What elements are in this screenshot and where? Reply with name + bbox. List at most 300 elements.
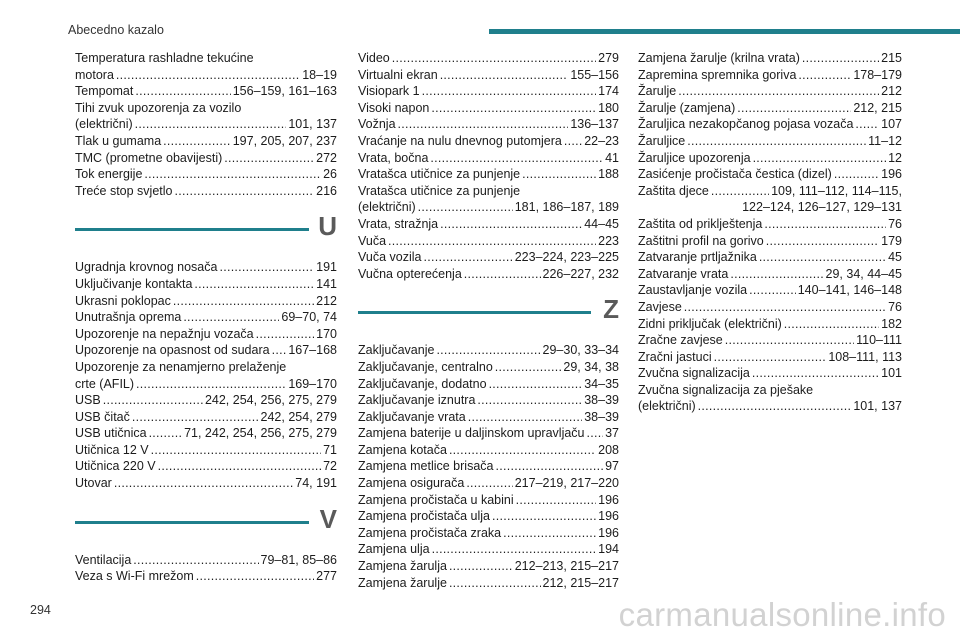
index-entry-pages: 110–111 [856, 333, 902, 348]
index-entry [75, 458, 337, 475]
index-entry-label: Zamjena baterije u daljinskom upravljaču [358, 426, 585, 441]
index-entry [358, 216, 619, 233]
index-entry-pages: 29, 34, 44–45 [825, 266, 902, 281]
dot-leader [678, 83, 879, 100]
dot-leader [183, 309, 279, 326]
index-entry-line [75, 183, 337, 200]
dot-leader [466, 475, 512, 492]
index-entry-lead: Tihi zvuk upozorenja za vozilo [75, 100, 242, 115]
index-entry-line [358, 525, 619, 542]
index-entry-pages: 37 [605, 426, 619, 441]
index-entry-line [358, 376, 619, 393]
index-entry-pages: 141 [316, 276, 337, 291]
dot-leader [135, 116, 287, 133]
dot-leader [173, 293, 314, 310]
index-entry [638, 183, 902, 216]
index-entry [358, 183, 619, 216]
index-entry [638, 100, 902, 117]
index-entry-pages: 180 [598, 100, 619, 115]
index-entry-label: Veza s Wi-Fi mrežom [75, 569, 194, 584]
index-entry-label: USB čitač [75, 409, 130, 424]
index-entry [358, 541, 619, 558]
dot-leader [725, 332, 854, 349]
index-entry-pages: 181, 186–187, 189 [514, 200, 619, 215]
index-entry-pages: 18–19 [302, 67, 337, 82]
index-entry-line [75, 376, 337, 393]
index-entry-label: Vožnja [358, 117, 396, 132]
index-entry-label: Ukrasni poklopac [75, 293, 171, 308]
header-accent-bar [489, 29, 960, 34]
dot-leader [495, 458, 603, 475]
index-entry-label: Vuča vozila [358, 250, 422, 265]
dot-leader [798, 67, 851, 84]
index-entry [638, 382, 902, 415]
dot-leader [136, 376, 286, 393]
index-entry-label: Vraćanje na nulu dnevnog putomjera [358, 133, 562, 148]
index-entry-line [75, 309, 337, 326]
index-entry-label: Vučna opterećenja [358, 266, 462, 281]
section-header [75, 211, 337, 259]
index-entry-pages: 107 [881, 117, 902, 132]
index-entry-line [75, 259, 337, 276]
index-entry-line [75, 342, 337, 359]
index-entry-label: Zavjese [638, 299, 682, 314]
index-entry-label: Video [358, 51, 390, 65]
index-entry [358, 166, 619, 183]
section-divider [358, 311, 591, 314]
index-entry-line [358, 150, 619, 167]
index-entry-line [358, 442, 619, 459]
index-entry-pages: 196 [598, 525, 619, 540]
dot-leader [440, 216, 582, 233]
index-entry-label: Zaštitni profil na gorivo [638, 233, 764, 248]
index-entry-line [75, 475, 337, 492]
index-entry-line [638, 398, 902, 415]
index-entry [75, 392, 337, 409]
dot-leader [392, 50, 596, 67]
index-entry-label: Uključivanje kontakta [75, 276, 193, 291]
index-entry [358, 359, 619, 376]
index-entry-pages: 196 [598, 509, 619, 524]
index-entry-line [358, 342, 619, 359]
index-entry [638, 249, 902, 266]
dot-leader [449, 442, 596, 459]
dot-leader [516, 492, 597, 509]
index-entry [75, 425, 337, 442]
index-entry-pages: 155–156 [570, 67, 619, 82]
page-header-title: Abecedno kazalo [68, 23, 164, 37]
dot-leader [684, 299, 886, 316]
index-entry-pages: 26 [323, 167, 337, 182]
index-entry-line [358, 216, 619, 233]
index-entry-pages: 22–23 [584, 133, 619, 148]
index-entry [75, 309, 337, 326]
index-entry-label: (električni) [75, 117, 133, 132]
index-entry-pages: 169–170 [288, 376, 337, 391]
index-entry-line [638, 116, 902, 133]
dot-leader [144, 166, 321, 183]
index-entry-pages: 101, 137 [853, 399, 902, 414]
index-entry-line [358, 249, 619, 266]
index-entry-line [75, 276, 337, 293]
index-entry-pages: 272 [316, 150, 337, 165]
index-entry-line [358, 233, 619, 250]
dot-leader [464, 266, 541, 283]
index-entry-lead: Temperatura rashladne tekućine [75, 51, 254, 65]
index-entry [638, 365, 902, 382]
watermark: carmanualsonline.info [618, 596, 946, 633]
index-entry [75, 50, 337, 83]
dot-leader [196, 568, 314, 585]
index-entry [358, 116, 619, 133]
index-entry-line [358, 100, 619, 117]
index-entry-pages: 212 [316, 293, 337, 308]
index-entry [638, 299, 902, 316]
index-entry-pages: 44–45 [584, 216, 619, 231]
index-entry-label: Žaruljica nezakopčanog pojasa vozača [638, 117, 854, 132]
index-entry-pages: 101, 137 [288, 117, 337, 132]
index-entry-line [75, 116, 337, 133]
index-entry-line [358, 558, 619, 575]
dot-leader [587, 425, 604, 442]
index-entry-line [75, 409, 337, 426]
index-entry-label: Zamjena pročistača ulja [358, 509, 491, 524]
index-entry [638, 332, 902, 349]
dot-leader [432, 541, 597, 558]
index-entry-line [358, 492, 619, 509]
index-entry-label: Utičnica 12 V [75, 442, 149, 457]
index-entry-pages: 194 [598, 542, 619, 557]
index-entry-line [638, 365, 902, 382]
index-entry-line [638, 316, 902, 333]
index-entry-label: Zasićenje pročistača čestica (dizel) [638, 167, 832, 182]
index-entry-line [75, 166, 337, 183]
index-entry [638, 233, 902, 250]
index-entry-pages: 191 [316, 260, 337, 275]
index-entry-label: Zamjena žarulje [358, 575, 447, 590]
index-entry [358, 266, 619, 283]
page-number: 294 [30, 603, 51, 617]
index-entry [358, 133, 619, 150]
index-entry-pages: 212, 215 [853, 100, 902, 115]
index-entry-label: Zapremina spremnika goriva [638, 67, 797, 82]
index-entry-pages: 196 [598, 492, 619, 507]
index-entry [358, 508, 619, 525]
index-entry-line [358, 359, 619, 376]
index-entry-line [638, 249, 902, 266]
index-entry-label: Upozorenje na opasnost od sudara [75, 343, 270, 358]
index-entry-pages: 29, 34, 38 [563, 359, 619, 374]
index-entry-label: Unutrašnja oprema [75, 310, 182, 325]
index-entry-lead: Upozorenje za nenamjerno prelaženje [75, 359, 287, 374]
index-entry-line [638, 50, 902, 67]
index-entry-line [638, 332, 902, 349]
index-entry-label: Zaključavanje, dodatno [358, 376, 487, 391]
index-entry-pages: 174 [598, 84, 619, 99]
index-entry [358, 409, 619, 426]
index-entry-label: Visoki napon [358, 100, 430, 115]
section-header [75, 503, 337, 552]
index-entry-pages: 188 [598, 167, 619, 182]
index-entry [638, 50, 902, 67]
dot-leader [449, 558, 513, 575]
index-column-1 [75, 50, 337, 585]
index-entry-pages: 212, 215–217 [542, 575, 619, 590]
index-entry [358, 50, 619, 67]
index-entry-pages: 277 [316, 569, 337, 584]
index-entry [358, 150, 619, 167]
index-entry-label: Vratašca utičnice za punjenje [358, 167, 521, 182]
index-entry-pages: 167–168 [288, 343, 337, 358]
index-entry-line [638, 67, 902, 84]
dot-leader [398, 116, 569, 133]
dot-leader [766, 233, 879, 250]
index-entry-pages: 76 [888, 216, 902, 231]
section-letter: V [319, 503, 337, 534]
dot-leader [714, 349, 827, 366]
dot-leader [802, 50, 879, 67]
index-entry-label: Zaključavanje vrata [358, 409, 466, 424]
index-entry-pages: 197, 205, 207, 237 [232, 133, 337, 148]
index-entry [75, 568, 337, 585]
index-entry-pages: 38–39 [584, 393, 619, 408]
index-entry-label: Vrata, stražnja [358, 216, 439, 231]
index-entry-label: Zamjena žarulje (krilna vrata) [638, 51, 800, 65]
index-entry-label: Zamjena pročistača zraka [358, 525, 502, 540]
index-entry-line [358, 67, 619, 84]
index-entry-label: Zvučna signalizacija [638, 366, 750, 381]
index-entry [638, 349, 902, 366]
index-entry-lead: Vratašca utičnice za punjenje [358, 183, 521, 198]
index-entry-line [75, 150, 337, 167]
index-entry [75, 442, 337, 459]
index-entry-label: Vrata, bočna [358, 150, 429, 165]
index-entry-label: Upozorenje na nepažnju vozača [75, 326, 254, 341]
index-entry-pages: 156–159, 161–163 [232, 84, 337, 99]
index-entry-line [358, 392, 619, 409]
index-entry-line [358, 116, 619, 133]
dot-leader [522, 166, 596, 183]
index-entry-label: (električni) [638, 399, 696, 414]
dot-leader [149, 425, 183, 442]
index-entry [638, 282, 902, 299]
index-entry-label: Zamjena žarulja [358, 559, 447, 574]
dot-leader [422, 83, 597, 100]
index-entry-pages: 108–111, 113 [828, 349, 902, 364]
index-entry-line [638, 150, 902, 167]
index-entry [75, 342, 337, 359]
index-column-3 [638, 50, 902, 415]
index-entry-label: Utovar [75, 476, 112, 491]
section-divider [75, 228, 309, 231]
index-entry [75, 150, 337, 167]
section-header [358, 294, 619, 342]
index-entry-label: Tlak u gumama [75, 133, 162, 148]
index-entry [75, 183, 337, 200]
dot-leader [749, 282, 796, 299]
index-entry-label: Ventilacija [75, 552, 132, 567]
index-entry-pages: 12 [888, 150, 902, 165]
dot-leader [431, 100, 596, 117]
dot-leader [440, 67, 569, 84]
dot-leader [272, 342, 287, 359]
index-entry-label: Zamjena kotača [358, 442, 447, 457]
index-entry-line [358, 166, 619, 183]
index-entry [75, 133, 337, 150]
index-entry-label: Zaštita djece [638, 183, 709, 198]
index-entry-pages: 279 [598, 51, 619, 65]
index-entry [358, 525, 619, 542]
index-entry-label: Žaruljice [638, 133, 686, 148]
dot-leader [423, 249, 512, 266]
dot-leader [698, 398, 852, 415]
dot-leader [163, 133, 231, 150]
index-entry-label: USB [75, 393, 101, 408]
index-entry-pages: 223 [598, 233, 619, 248]
index-entry-label: (električni) [358, 200, 416, 215]
index-entry [358, 425, 619, 442]
index-entry-label: motora [75, 67, 114, 82]
index-entry [358, 442, 619, 459]
dot-leader [784, 316, 879, 333]
index-entry-line [75, 67, 337, 84]
index-entry-label: Zamjena metlice brisača [358, 459, 494, 474]
dot-leader [194, 276, 314, 293]
index-entry-pages-continued: 122–124, 126–127, 129–131 [742, 200, 902, 215]
dot-leader [711, 183, 769, 200]
index-entry-label: Zamjena pročistača u kabini [358, 492, 514, 507]
index-entry [638, 83, 902, 100]
index-entry [638, 150, 902, 167]
index-entry [638, 116, 902, 133]
index-entry-pages: 208 [598, 442, 619, 457]
index-entry-pages: 216 [316, 183, 337, 198]
dot-leader [151, 442, 321, 459]
index-entry-line [75, 392, 337, 409]
index-entry [75, 326, 337, 343]
dot-leader [492, 508, 596, 525]
index-entry-lead: Zvučna signalizacija za pješake [638, 382, 814, 397]
index-entry [358, 392, 619, 409]
index-entry [638, 216, 902, 233]
index-entry-line [358, 50, 619, 67]
index-entry-pages: 71 [323, 442, 337, 457]
index-entry [75, 552, 337, 569]
index-entry [638, 67, 902, 84]
dot-leader [503, 525, 596, 542]
index-entry-label: Tempomat [75, 84, 134, 99]
section-letter: U [318, 211, 337, 242]
dot-leader [224, 150, 314, 167]
index-entry [75, 475, 337, 492]
index-entry [75, 100, 337, 133]
index-entry-line [75, 458, 337, 475]
dot-leader [436, 342, 540, 359]
index-entry-pages: 140–141, 146–148 [797, 283, 902, 298]
index-entry-label: Zaštita od priklještenja [638, 216, 763, 231]
index-entry-line [358, 541, 619, 558]
index-entry-label: Tok energije [75, 167, 143, 182]
dot-leader [753, 150, 887, 167]
index-entry-line [638, 299, 902, 316]
index-entry-pages: 242, 254, 256, 275, 279 [204, 393, 337, 408]
index-entry-pages: 178–179 [853, 67, 902, 82]
index-entry [358, 83, 619, 100]
dot-leader [116, 67, 300, 84]
dot-leader [489, 376, 583, 393]
index-entry-pages: 215 [881, 51, 902, 65]
index-entry [75, 276, 337, 293]
index-entry-line [638, 233, 902, 250]
index-entry-line [75, 568, 337, 585]
index-entry [358, 342, 619, 359]
dot-leader [449, 575, 541, 592]
dot-leader [132, 409, 259, 426]
index-entry-line [358, 199, 619, 216]
index-entry [75, 293, 337, 310]
index-entry-line [358, 266, 619, 283]
index-entry-line [358, 409, 619, 426]
index-entry-pages: 212 [881, 84, 902, 99]
index-entry-label: Treće stop svjetlo [75, 183, 173, 198]
index-entry-label: Žaruljice upozorenja [638, 150, 751, 165]
index-entry-pages: 38–39 [584, 409, 619, 424]
dot-leader [133, 552, 258, 569]
index-entry-label: Visiopark 1 [358, 84, 420, 99]
dot-leader [388, 233, 596, 250]
index-entry-label: Virtualni ekran [358, 67, 438, 82]
index-entry-pages: 72 [323, 459, 337, 474]
index-entry-pages: 223–224, 223–225 [514, 250, 619, 265]
index-entry-line [358, 575, 619, 592]
dot-leader [564, 133, 582, 150]
index-entry-pages: 212–213, 215–217 [514, 559, 619, 574]
dot-leader [477, 392, 582, 409]
index-entry-pages: 97 [605, 459, 619, 474]
index-entry-pages: 11–12 [868, 133, 902, 148]
dot-leader [737, 100, 851, 117]
dot-leader [834, 166, 879, 183]
dot-leader [855, 116, 879, 133]
index-entry-line [75, 83, 337, 100]
index-entry-pages: 76 [888, 299, 902, 314]
index-entry-line [638, 282, 902, 299]
index-entry-pages: 101 [881, 366, 902, 381]
dot-leader [430, 150, 603, 167]
index-column-2 [358, 50, 619, 591]
index-entry-pages: 45 [888, 250, 902, 265]
index-entry [638, 316, 902, 333]
index-entry [75, 259, 337, 276]
index-entry-line [638, 349, 902, 366]
index-entry-pages: 170 [316, 326, 337, 341]
index-entry [358, 249, 619, 266]
index-entry-line [358, 458, 619, 475]
index-entry-pages: 179 [881, 233, 902, 248]
index-entry-line [75, 442, 337, 459]
index-entry [358, 575, 619, 592]
index-entry-line [75, 293, 337, 310]
dot-leader [687, 133, 866, 150]
dot-leader [135, 83, 230, 100]
index-entry-label: Zamjena ulja [358, 542, 430, 557]
index-entry-pages: 79–81, 85–86 [260, 552, 337, 567]
index-entry-label: Žarulje [638, 84, 677, 99]
section-letter: Z [603, 294, 619, 325]
index-entry-pages: 196 [881, 167, 902, 182]
dot-leader [764, 216, 886, 233]
dot-leader [759, 249, 886, 266]
